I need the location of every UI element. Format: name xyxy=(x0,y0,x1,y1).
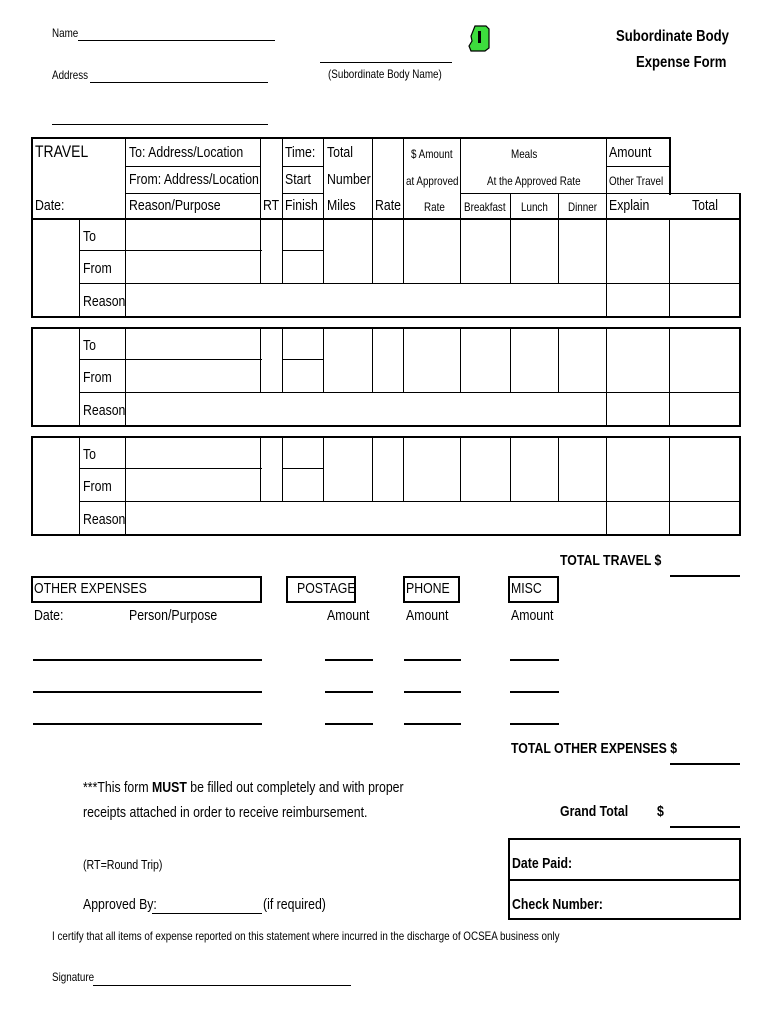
amount-approved-cell[interactable] xyxy=(404,328,459,392)
signature-field[interactable] xyxy=(93,985,351,986)
breakfast-header: Breakfast xyxy=(464,200,506,214)
phone-amount-label: Amount xyxy=(406,607,449,624)
breakfast-cell[interactable] xyxy=(461,328,509,392)
to-address-cell[interactable] xyxy=(126,328,259,359)
finish-time-cell[interactable] xyxy=(283,469,322,501)
time-header: Time: xyxy=(285,144,316,161)
rate-header: Rate xyxy=(375,197,401,214)
total-header: Total xyxy=(692,197,718,214)
from-row-label: From xyxy=(83,260,112,277)
rate-cell[interactable] xyxy=(373,219,402,283)
other-expense-purpose-line[interactable] xyxy=(33,723,262,725)
postage-amount-line[interactable] xyxy=(325,691,373,693)
signature-label: Signature xyxy=(52,970,95,984)
row-total-cell[interactable] xyxy=(670,437,739,534)
reason-row-label: Reason xyxy=(83,511,126,528)
misc-label: MISC xyxy=(511,580,542,597)
other-travel-cell[interactable] xyxy=(607,437,668,534)
grand-total-label: Grand Total xyxy=(560,803,629,820)
amount-approved-cell[interactable] xyxy=(404,437,459,501)
to-address-cell[interactable] xyxy=(126,219,259,250)
reason-row-label: Reason xyxy=(83,293,126,310)
from-row-label: From xyxy=(83,369,112,386)
name-label: Name xyxy=(52,26,79,40)
start-time-cell[interactable] xyxy=(283,219,322,250)
rt-header: RT xyxy=(263,197,280,214)
subordinate-body-name-label: (Subordinate Body Name) xyxy=(328,67,442,81)
if-required-label: (if required) xyxy=(263,896,326,913)
other-travel-header: Other Travel xyxy=(609,174,664,188)
approved-by-label: Approved By: xyxy=(83,896,157,913)
address-field-line-1[interactable] xyxy=(90,82,268,83)
phone-amount-line[interactable] xyxy=(404,691,461,693)
to-address-cell[interactable] xyxy=(126,437,259,468)
other-expenses-title: OTHER EXPENSES xyxy=(34,580,147,597)
dinner-cell[interactable] xyxy=(559,437,605,501)
travel-date-cell[interactable] xyxy=(33,220,78,316)
logo-icon xyxy=(468,24,492,52)
lunch-cell[interactable] xyxy=(511,328,557,392)
explain-header: Explain xyxy=(609,197,650,214)
other-travel-cell[interactable] xyxy=(607,219,668,316)
amount-approved-cell[interactable] xyxy=(404,219,459,283)
dinner-cell[interactable] xyxy=(559,219,605,283)
name-field[interactable] xyxy=(78,40,275,41)
total-miles-header-3: Miles xyxy=(327,197,356,214)
rate-cell[interactable] xyxy=(373,437,402,501)
to-address-header: To: Address/Location xyxy=(129,144,244,161)
form-title-line-1: Subordinate Body xyxy=(616,28,729,45)
total-other-expenses-field[interactable] xyxy=(670,763,740,765)
address-label: Address xyxy=(52,68,89,82)
total-other-expenses-label: TOTAL OTHER EXPENSES $ xyxy=(511,740,678,757)
amount-approved-header-2: at Approved xyxy=(406,174,459,188)
misc-amount-line[interactable] xyxy=(510,691,559,693)
from-address-cell[interactable] xyxy=(126,251,259,283)
from-address-cell[interactable] xyxy=(126,469,259,501)
round-trip-cell[interactable] xyxy=(261,437,281,501)
other-expense-purpose-line[interactable] xyxy=(33,691,262,693)
travel-date-cell[interactable] xyxy=(33,329,78,425)
certification-statement: I certify that all items of expense reported on this statement where incurred in the discharge of OCSEA business only xyxy=(52,929,560,943)
miles-cell[interactable] xyxy=(324,437,371,501)
total-miles-header-1: Total xyxy=(327,144,353,161)
other-travel-cell[interactable] xyxy=(607,328,668,425)
subordinate-body-name-field[interactable] xyxy=(320,62,452,63)
miles-cell[interactable] xyxy=(324,219,371,283)
approved-by-field[interactable] xyxy=(152,913,262,914)
start-time-cell[interactable] xyxy=(283,328,322,359)
dinner-header: Dinner xyxy=(568,200,597,214)
to-row-label: To xyxy=(83,446,96,463)
other-expense-purpose-line[interactable] xyxy=(33,659,262,661)
phone-amount-line[interactable] xyxy=(404,659,461,661)
dinner-cell[interactable] xyxy=(559,328,605,392)
from-row-label: From xyxy=(83,478,112,495)
must-notice-line-2: receipts attached in order to receive reimbursement. xyxy=(83,804,368,821)
from-address-cell[interactable] xyxy=(126,360,259,392)
grand-total-currency: $ xyxy=(657,803,664,820)
misc-amount-line[interactable] xyxy=(510,659,559,661)
total-travel-label: TOTAL TRAVEL $ xyxy=(560,552,662,569)
start-time-cell[interactable] xyxy=(283,437,322,468)
phone-amount-line[interactable] xyxy=(404,723,461,725)
check-number-label: Check Number: xyxy=(512,896,603,913)
lunch-header: Lunch xyxy=(521,200,548,214)
phone-label: PHONE xyxy=(406,580,450,597)
postage-amount-line[interactable] xyxy=(325,659,373,661)
travel-date-cell[interactable] xyxy=(33,438,78,534)
row-total-cell[interactable] xyxy=(670,219,739,316)
round-trip-cell[interactable] xyxy=(261,219,281,283)
lunch-cell[interactable] xyxy=(511,219,557,283)
misc-amount-line[interactable] xyxy=(510,723,559,725)
postage-amount-line[interactable] xyxy=(325,723,373,725)
reason-row-label: Reason xyxy=(83,402,126,419)
must-notice-line-1: ***This form MUST be filled out completely and with proper xyxy=(83,779,404,796)
reason-purpose-cell[interactable] xyxy=(126,284,605,316)
travel-title: TRAVEL xyxy=(35,142,89,161)
round-trip-cell[interactable] xyxy=(261,328,281,392)
reason-purpose-header: Reason/Purpose xyxy=(129,197,221,214)
travel-date-label: Date: xyxy=(35,197,65,214)
rate-cell[interactable] xyxy=(373,328,402,392)
reason-purpose-cell[interactable] xyxy=(126,393,605,425)
row-total-cell[interactable] xyxy=(670,328,739,425)
finish-header: Finish xyxy=(285,197,318,214)
start-header: Start xyxy=(285,171,311,188)
rt-note: (RT=Round Trip) xyxy=(83,857,163,872)
reason-purpose-cell[interactable] xyxy=(126,502,605,534)
lunch-cell[interactable] xyxy=(511,437,557,501)
from-address-header: From: Address/Location xyxy=(129,171,259,188)
meals-header: Meals xyxy=(511,147,538,161)
amount-approved-header-3: Rate xyxy=(424,200,445,214)
finish-time-cell[interactable] xyxy=(283,251,322,283)
breakfast-cell[interactable] xyxy=(461,219,509,283)
postage-amount-label: Amount xyxy=(327,607,370,624)
finish-time-cell[interactable] xyxy=(283,360,322,392)
breakfast-cell[interactable] xyxy=(461,437,509,501)
amount-other-header: Amount xyxy=(609,144,652,161)
to-row-label: To xyxy=(83,228,96,245)
miles-cell[interactable] xyxy=(324,328,371,392)
postage-label: POSTAGE xyxy=(297,580,356,597)
form-title-line-2: Expense Form xyxy=(636,54,727,71)
total-travel-field[interactable] xyxy=(670,575,740,577)
person-purpose-label: Person/Purpose xyxy=(129,607,218,624)
amount-approved-header-1: $ Amount xyxy=(411,147,453,161)
other-date-label: Date: xyxy=(34,607,64,624)
grand-total-field[interactable] xyxy=(670,826,740,828)
to-row-label: To xyxy=(83,337,96,354)
misc-amount-label: Amount xyxy=(511,607,554,624)
address-field-line-2[interactable] xyxy=(52,124,268,125)
total-miles-header-2: Number xyxy=(327,171,371,188)
meals-approved-rate-header: At the Approved Rate xyxy=(487,174,581,188)
date-paid-label: Date Paid: xyxy=(512,855,573,872)
